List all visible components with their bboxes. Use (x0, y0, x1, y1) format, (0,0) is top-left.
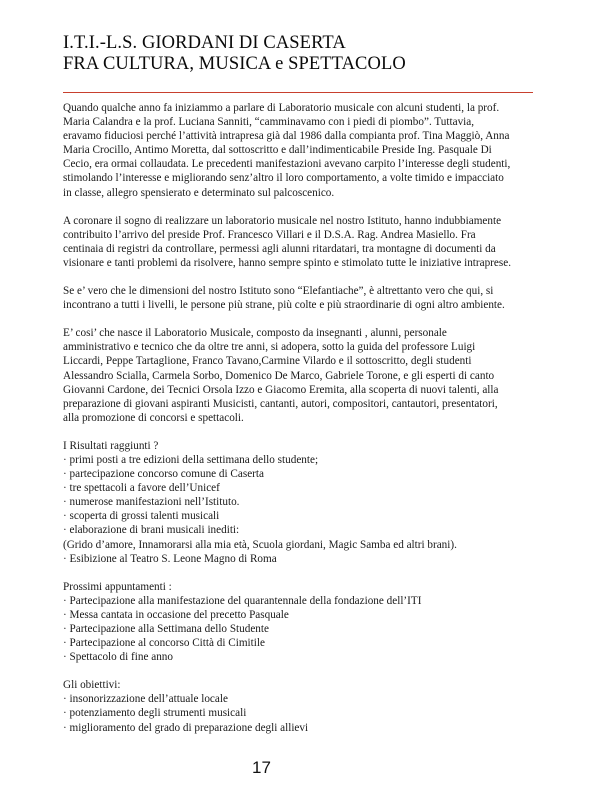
text-line: Quando qualche anno fa iniziammo a parlare di Laboratorio musicale con alcuni studenti, la prof. (63, 102, 500, 114)
list-item: · tre spettacoli a favore dell’Unicef (63, 482, 220, 495)
paragraph-1 (63, 101, 543, 200)
text-line: Alessandro Scialla, Carmela Sorbo, Domenico De Marco, Gabriele Torone, e gli esperti di canto (63, 369, 495, 382)
list-item: · insonorizzazione dell’attuale locale (63, 693, 228, 706)
list-item: · Esibizione al Teatro S. Leone Magno di Roma (63, 552, 277, 565)
page-number: 17 (252, 758, 271, 777)
results-section (63, 439, 543, 566)
list-item: · Partecipazione alla Settimana dello Studente (63, 623, 269, 635)
list-item: · scoperta di grossi talenti musicali (63, 510, 220, 523)
text-line: E’ cosi’ che nasce il Laboratorio Musicale, composto da insegnanti , alunni, personale (63, 327, 447, 340)
title-line-1: I.T.I.-L.S. GIORDANI DI CASERTA (63, 33, 346, 53)
title-divider (63, 92, 533, 93)
text-line: preparazione di giovani aspiranti Musicisti, cantanti, autori, compositori, cantautori, presentatori, (63, 397, 498, 410)
objectives-heading: Gli obiettivi: (63, 679, 121, 692)
list-item: · miglioramento del grado di preparazione degli allievi (63, 721, 309, 734)
list-item: · Messa cantata in occasione del precetto Pasquale (63, 608, 289, 621)
article-body (63, 101, 543, 749)
list-item: · Spettacolo di fine anno (63, 651, 173, 664)
text-line: centinaia di registri da controllare, permessi agli alunni ritardatari, tra montagne di documenti da (63, 242, 496, 255)
text-line: in classe, allegro spensierato e determinato sul palcoscenico. (63, 186, 335, 199)
text-line: Se e’ vero che le dimensioni del nostro Istituto sono “Elefantiache”, è altrettanto vero che qui, si (63, 285, 494, 298)
upcoming-section (63, 580, 543, 665)
text-line: Maria Crocillo, Antimo Moretta, dal sottoscritto e dall’indimenticabile Preside Ing. Pasquale Di (63, 144, 492, 157)
text-line: eravamo fiduciosi perché l’attività intrapresa già dal 1986 dalla compianta prof. Tina Maggiò, Anna (63, 130, 510, 143)
text-line: visionare e tanti problemi da risolvere, hanno sempre spinto e stimolato tutte le iniziative intraprese. (63, 256, 511, 269)
text-line: incontrano a tutti i livelli, le persone più strane, più colte e più straordinarie di ogni altro ambiente. (63, 299, 505, 312)
text-line: Maria Calandra e la prof. Luciana Sanniti, “camminavamo con i piedi di piombo”. Tuttavia, (63, 116, 475, 129)
title-line-2: FRA CULTURA, MUSICA e SPETTACOLO (63, 54, 406, 74)
list-item: · Partecipazione al concorso Città di Cimitile (63, 637, 265, 650)
paragraph-2 (63, 214, 543, 270)
list-item: · primi posti a tre edizioni della settimana dello studente; (63, 453, 319, 466)
page-title (63, 33, 406, 75)
list-item: · elaborazione di brani musicali inediti: (63, 524, 240, 537)
paragraph-3 (63, 284, 543, 312)
text-line: A coronare il sogno di realizzare un laboratorio musicale nel nostro Istituto, hanno indubbiamente (63, 214, 502, 227)
list-item: · Partecipazione alla manifestazione del quarantennale della fondazione dell’ITI (63, 594, 422, 607)
list-item: · potenziamento degli strumenti musicali (63, 707, 247, 720)
text-line: amministrativo e tecnico che da oltre tre anni, si adopera, sotto la guida del professore Luigi (63, 341, 476, 354)
text-line: Cecio, era ormai collaudata. Le precedenti manifestazioni avevano carpito l’interesse degli studenti, (63, 158, 511, 171)
list-item: (Grido d’amore, Innamorarsi alla mia età, Scuola giordani, Magic Samba ed altri brani). (63, 538, 457, 551)
list-item: · partecipazione concorso comune di Caserta (63, 468, 264, 481)
upcoming-heading: Prossimi appuntamenti : (63, 580, 172, 593)
results-heading: I Risultati raggiunti ? (63, 439, 159, 452)
objectives-section (63, 678, 543, 734)
text-line: Liccardi, Peppe Tartaglione, Franco Tavano,Carmine Vilardo e il sottoscritto, degli studenti (63, 355, 472, 368)
text-line: stimolando l’interesse e migliorando senz’altro il loro comportamento, a volte timido e impacciato (63, 172, 504, 185)
text-line: alla promozione di concorsi e spettacoli. (63, 411, 244, 424)
list-item: · numerose manifestazioni nell’Istituto. (63, 496, 240, 509)
paragraph-4 (63, 326, 543, 425)
text-line: contribuito l’arrivo del preside Prof. Francesco Villari e il D.S.A. Rag. Andrea Masiello. Fra (63, 228, 476, 241)
text-line: Giovanni Cardone, dei Tecnici Orsola Izzo e Giacomo Eremita, alla scoperta di nuovi talenti, alla (63, 383, 499, 396)
